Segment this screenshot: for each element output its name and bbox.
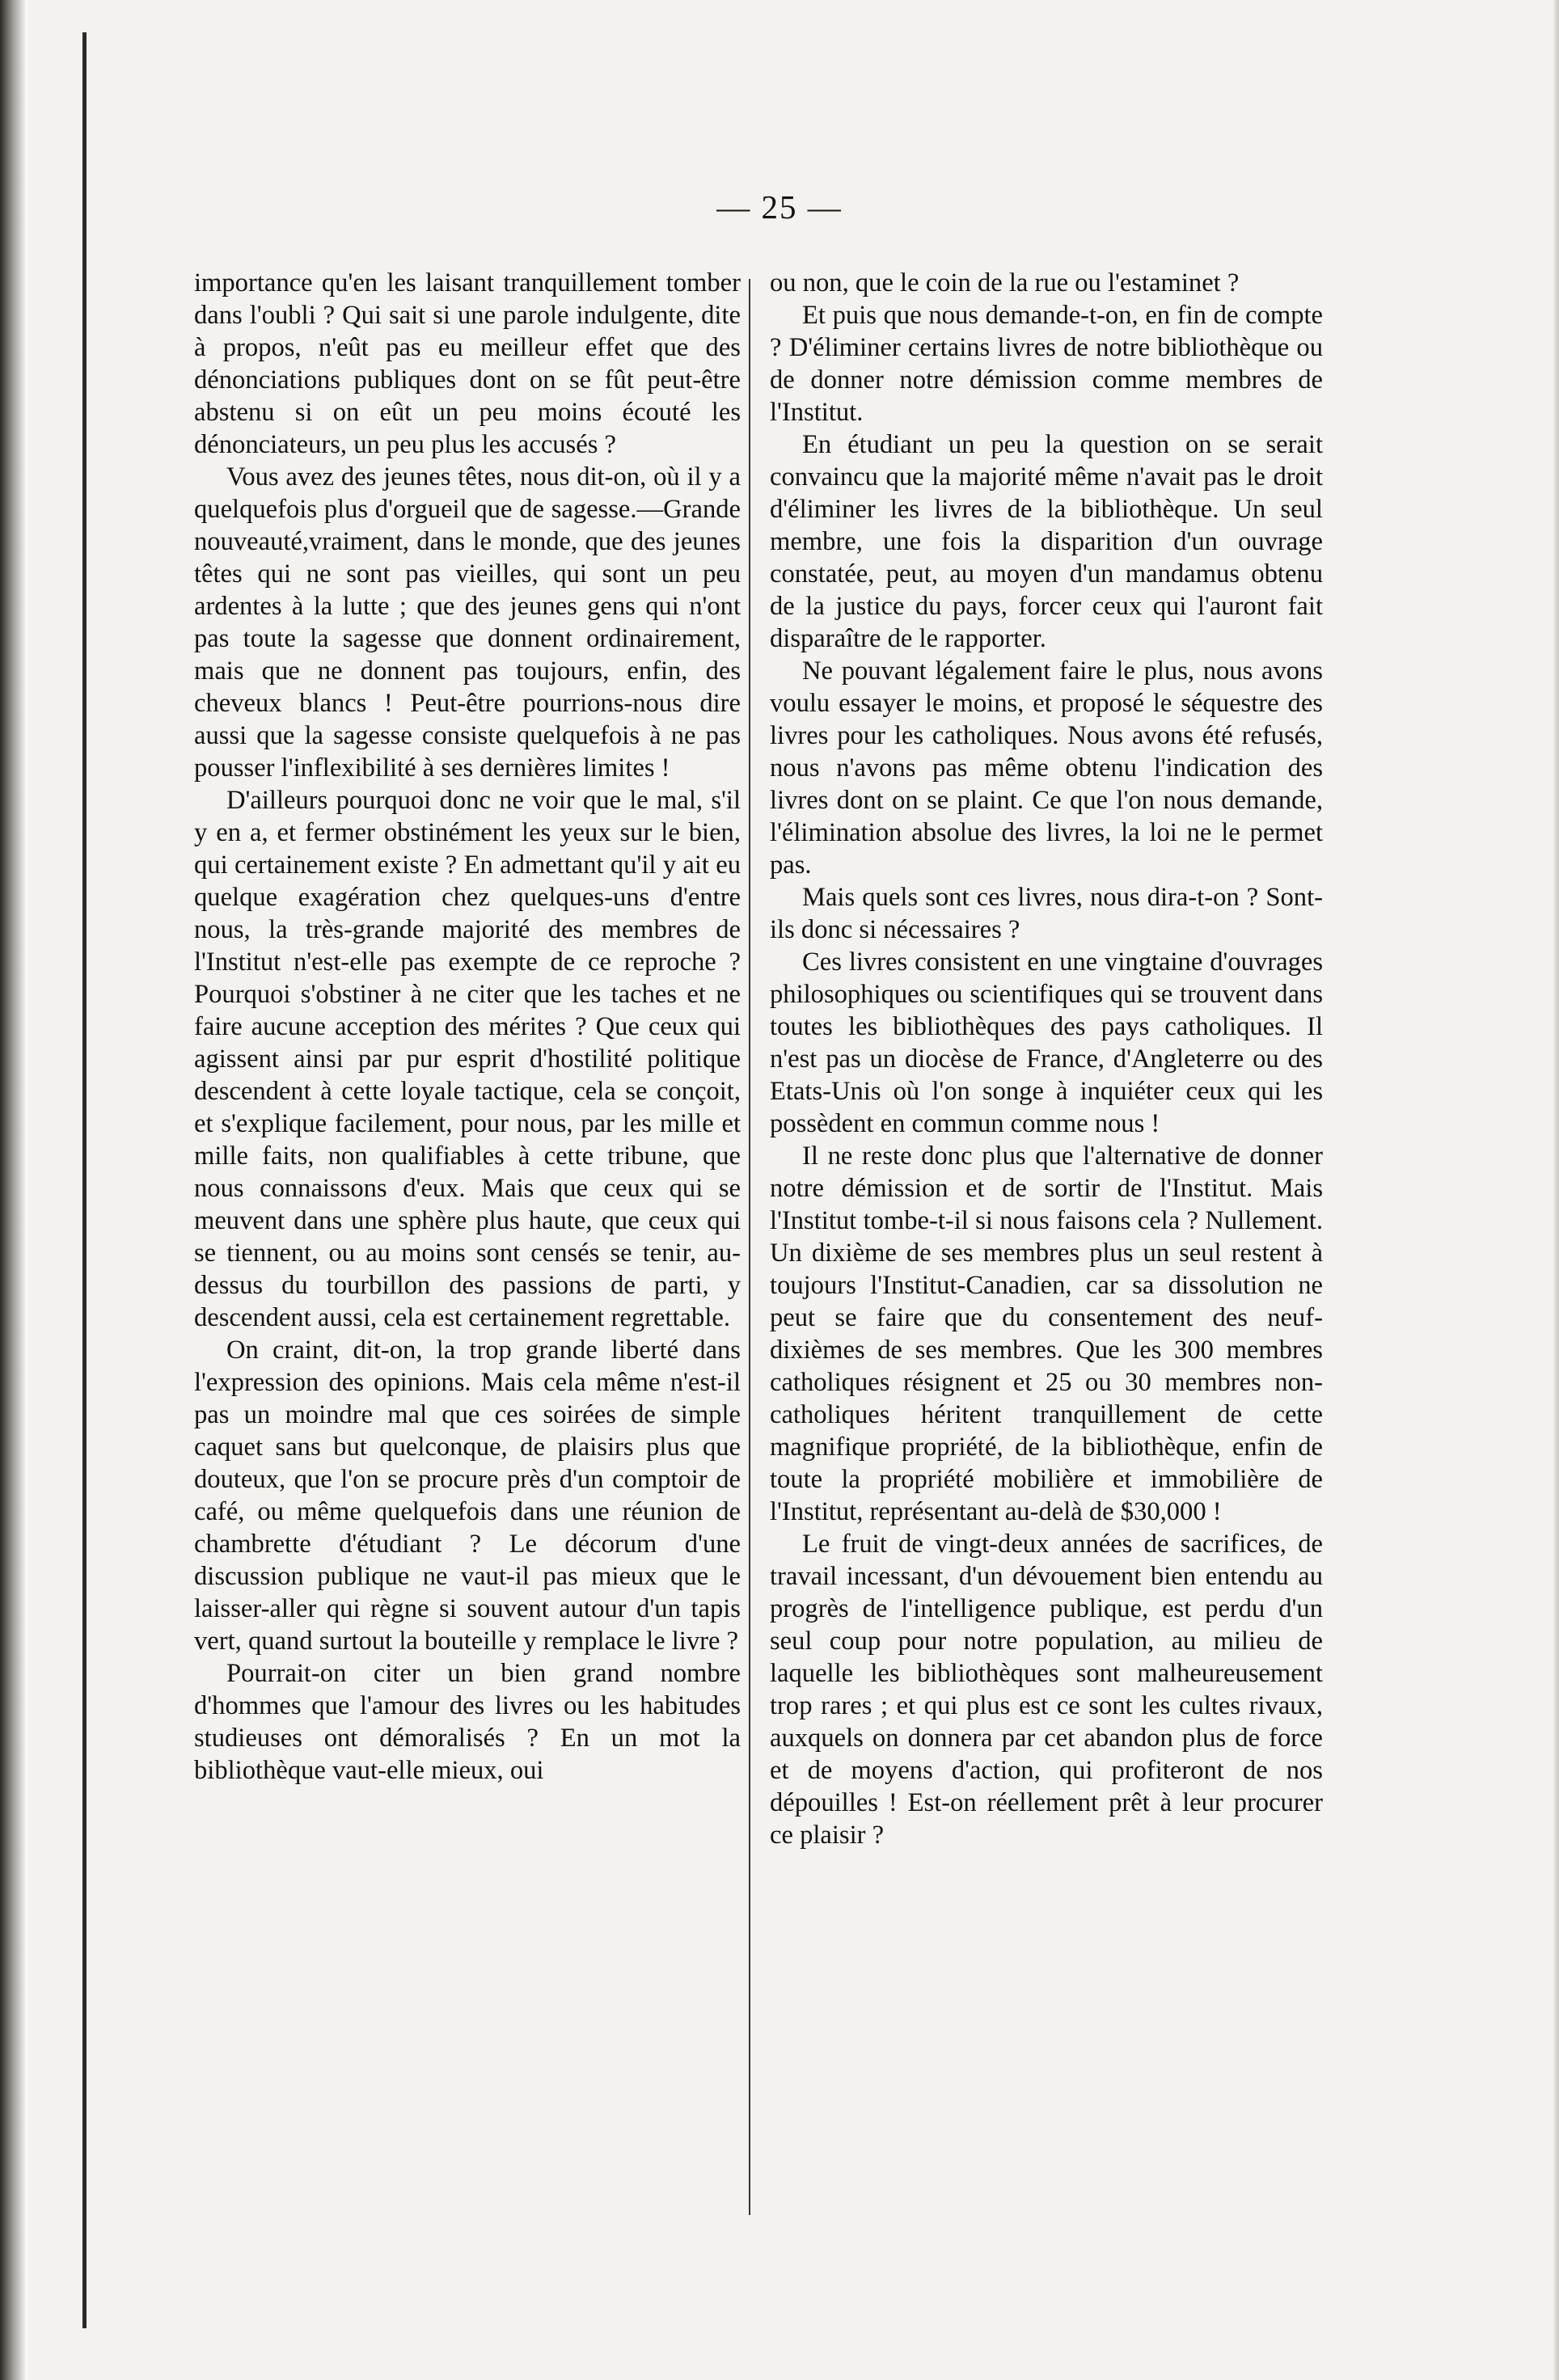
paragraph: Ne pouvant légalement faire le plus, nous avons voulu essayer le moins, et proposé le séquestre des livres pour les catholiques. Nous avons été refusés, nous n'avons pas même obtenu l'indication des livres dont on se plaint. Ce que l'on nous demande, l'élimination absolue des livres, la loi ne le permet pas. <box>770 656 1323 880</box>
paragraph: Pourrait-on citer un bien grand nombre d'hommes que l'amour des livres ou les habitudes studieuses ont démoralisés ? En un mot la bibliothèque vaut-elle mieux, oui <box>194 1659 741 1785</box>
page-spine-line <box>82 32 87 2328</box>
paragraph: On craint, dit-on, la trop grande liberté dans l'expression des opinions. Mais cela même n'est-il pas un moindre mal que ces soirées de simple caquet sans but quelconque, de plaisirs plus que douteux, que l'on se procure près d'un comptoir de café, ou même quelquefois dans une réunion de chambrette d'étudiant ? Le décorum d'une discussion publique ne vaut-il pas mieux que le laisser-aller qui règne si souvent autour d'un tapis vert, quand surtout la bouteille y remplace le livre ? <box>194 1336 741 1656</box>
paragraph: En étudiant un peu la question on se serait convaincu que la majorité même n'avait pas le droit d'éliminer les livres de la bibliothèque. Un seul membre, une fois la disparition d'un ouvrage constatée, peut, au moyen d'un mandamus obtenu de la justice du pays, forcer ceux qui l'auront fait disparaître de le rapporter. <box>770 430 1323 653</box>
scan-edge-right <box>1553 0 1559 2380</box>
paragraph: Mais quels sont ces livres, nous dira-t-on ? Sont-ils donc si nécessaires ? <box>770 883 1323 944</box>
paragraph: Vous avez des jeunes têtes, nous dit-on, où il y a quelquefois plus d'orgueil que de sagesse.—Grande nouveauté,vraiment, dans le monde, que des jeunes têtes qui ne sont pas vieilles, qui sont un peu ardentes à la lutte ; que des jeunes gens qui n'ont pas toute la sagesse que donnent ordinairement, mais que ne donnent pas toujours, enfin, des cheveux blancs ! Peut-être pourrions-nous dire aussi que la sagesse consiste quelquefois à ne pas pousser l'inflexibilité à ses dernières limites ! <box>194 462 741 783</box>
paragraph: ou non, que le coin de la rue ou l'estaminet ? <box>770 268 1240 298</box>
paragraph: D'ailleurs pourquoi donc ne voir que le mal, s'il y en a, et fermer obstinément les yeux sur le bien, qui certainement existe ? En admettant qu'il y ait eu quelque exagération chez quelques-uns d'entre nous, la très-grande majorité des membres de l'Institut n'est-elle pas exempte de ce reproche ? Pourquoi s'obstiner à ne citer que les taches et ne faire aucune acception des mérites ? Que ceux qui agissent ainsi par pur esprit d'hostilité politique descendent à cette loyale tactique, cela se conçoit, et s'explique facilement, pour nous, par les mille et mille faits, non qualifiables à cette tribune, que nous connaissons d'eux. Mais que ceux qui se meuvent dans une sphère plus haute, que ceux qui se tiennent, ou au moins sont censés se tenir, au-dessus du tourbillon des passions de parti, y descendent aussi, cela est certainement regrettable. <box>194 786 741 1332</box>
paragraph: Le fruit de vingt-deux années de sacrifices, de travail incessant, d'un dévouement bien entendu au progrès de l'intelligence publique, est perdu d'un seul coup pour notre population, au milieu de laquelle les bibliothèques sont malheureusement trop rares ; et qui plus est ce sont les cultes rivaux, auxquels on donnera par cet abandon plus de force et de moyens d'action, qui profiteront de nos dépouilles ! Est-on réellement prêt à leur procurer ce plaisir ? <box>770 1530 1323 1850</box>
paragraph: Et puis que nous demande-t-on, en fin de compte ? D'éliminer certains livres de notre bibliothèque ou de donner notre démission comme membres de l'Institut. <box>770 301 1323 427</box>
paragraph: Il ne reste donc plus que l'alternative de donner notre démission et de sortir de l'Institut. Mais l'Institut tombe-t-il si nous faisons cela ? Nullement. Un dixième de ses membres plus un seul restent à toujours l'Institut-Canadien, car sa dissolution ne peut se faire que du consentement des neuf-dixièmes de ses membres. Que les 300 membres catholiques résignent et 25 ou 30 membres non-catholiques héritent tranquillement de cette magnifique propriété, de la bibliothèque, enfin de toute la propriété mobilière et immobilière de l'Institut, représentant au-delà de $30,000 ! <box>770 1141 1323 1526</box>
page-number: — 25 — <box>716 188 843 226</box>
column-divider <box>749 279 750 2215</box>
paragraph: importance qu'en les laisant tranquillement tomber dans l'oubli ? Qui sait si une parole indulgente, dite à propos, n'eût pas eu meilleur effet que des dénonciations publiques dont on se fût peut-être abstenu si on eût un peu moins écouté les dénonciateurs, un peu plus les accusés ? <box>194 268 741 459</box>
scan-edge-left <box>0 0 27 2380</box>
paragraph: Ces livres consistent en une vingtaine d'ouvrages philosophiques ou scientifiques qui se trouvent dans toutes les bibliothèques des pays catholiques. Il n'est pas un diocèse de France, d'Angleterre ou des Etats-Unis où l'on songe à inquiéter ceux qui les possèdent en commun comme nous ! <box>770 947 1323 1138</box>
left-text-column <box>194 267 741 1787</box>
right-text-column <box>770 267 1323 1851</box>
